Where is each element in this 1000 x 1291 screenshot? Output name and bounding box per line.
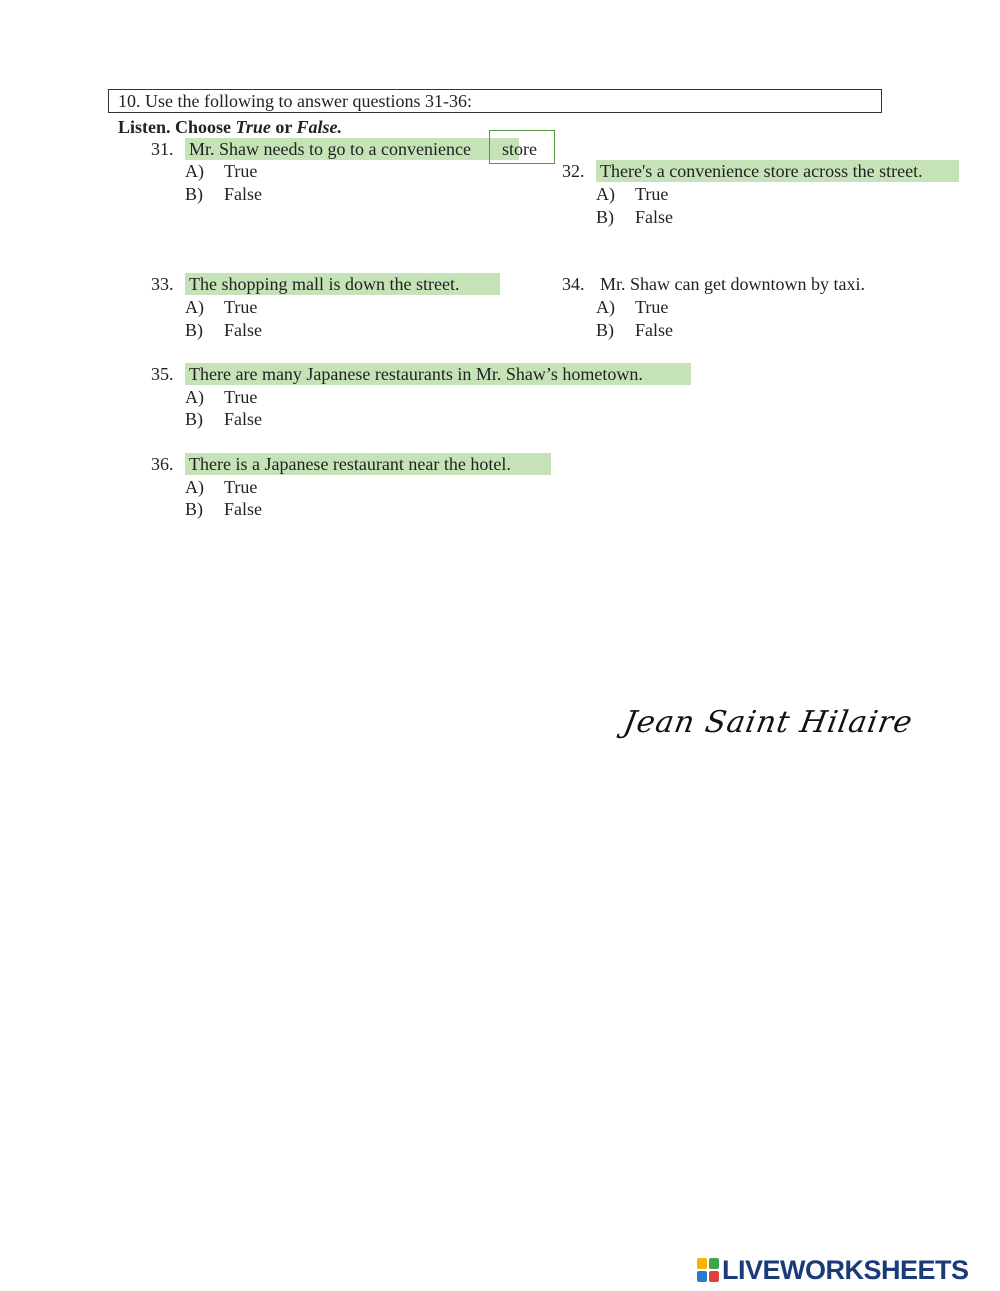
question-34-text: Mr. Shaw can get downtown by taxi.: [600, 274, 865, 294]
option-letter: A): [596, 297, 615, 317]
liveworksheets-logo: [697, 1255, 969, 1285]
option-letter: A): [596, 184, 615, 204]
option-label: False: [224, 499, 262, 519]
answer-31-value: store: [502, 139, 537, 159]
option-36-b[interactable]: [185, 498, 262, 520]
option-letter: B): [185, 499, 203, 519]
instructions: Listen. Choose True or False.: [118, 117, 343, 137]
option-label: True: [635, 297, 669, 317]
option-34-b[interactable]: [596, 319, 673, 341]
option-32-b[interactable]: [596, 206, 673, 228]
option-letter: A): [185, 477, 204, 497]
question-31: 31. Mr. Shaw needs to go to a convenience: [151, 138, 519, 160]
option-label: True: [635, 184, 669, 204]
question-33-text: The shopping mall is down the street.: [185, 273, 500, 295]
option-31-a[interactable]: [185, 160, 257, 182]
question-36: 36. There is a Japanese restaurant near the hotel.: [151, 453, 551, 475]
question-32: 32. There's a convenience store across the street.: [562, 160, 959, 182]
question-35-text: There are many Japanese restaurants in Mr. Shaw’s hometown.: [185, 363, 691, 385]
option-label: True: [224, 297, 258, 317]
option-label: False: [224, 320, 262, 340]
option-letter: A): [185, 297, 204, 317]
option-35-a[interactable]: [185, 386, 257, 408]
option-letter: A): [185, 161, 204, 181]
question-36-text: There is a Japanese restaurant near the hotel.: [185, 453, 551, 475]
option-label: False: [224, 409, 262, 429]
option-letter: B): [596, 320, 614, 340]
option-label: False: [635, 207, 673, 227]
option-letter: B): [185, 320, 203, 340]
question-32-text: There's a convenience store across the street.: [596, 160, 959, 182]
option-31-b[interactable]: [185, 183, 262, 205]
liveworksheets-logo-text: LIVEWORKSHEETS: [722, 1255, 969, 1285]
option-34-a[interactable]: [596, 296, 668, 318]
option-32-a[interactable]: [596, 183, 668, 205]
option-label: False: [635, 320, 673, 340]
handwritten-signature: Jean Saint Hilaire: [620, 705, 916, 740]
liveworksheets-logo-icon: [697, 1258, 719, 1282]
option-33-b[interactable]: [185, 319, 262, 341]
section-header-box: [108, 89, 882, 113]
option-label: True: [224, 161, 258, 181]
option-35-b[interactable]: [185, 408, 262, 430]
option-letter: B): [185, 184, 203, 204]
option-label: False: [224, 184, 262, 204]
option-letter: B): [596, 207, 614, 227]
option-36-a[interactable]: [185, 476, 257, 498]
question-34: 34. Mr. Shaw can get downtown by taxi.: [562, 273, 869, 295]
option-label: True: [224, 387, 258, 407]
question-35: 35. There are many Japanese restaurants in Mr. Shaw’s hometown.: [151, 363, 691, 385]
option-label: True: [224, 477, 258, 497]
question-31-text: Mr. Shaw needs to go to a convenience: [185, 138, 519, 160]
option-letter: B): [185, 409, 203, 429]
answer-box-31[interactable]: [489, 130, 555, 164]
section-header-text: 10. Use the following to answer questions 31-36:: [118, 91, 472, 111]
question-33: 33. The shopping mall is down the street.: [151, 273, 500, 295]
option-letter: A): [185, 387, 204, 407]
option-33-a[interactable]: [185, 296, 257, 318]
